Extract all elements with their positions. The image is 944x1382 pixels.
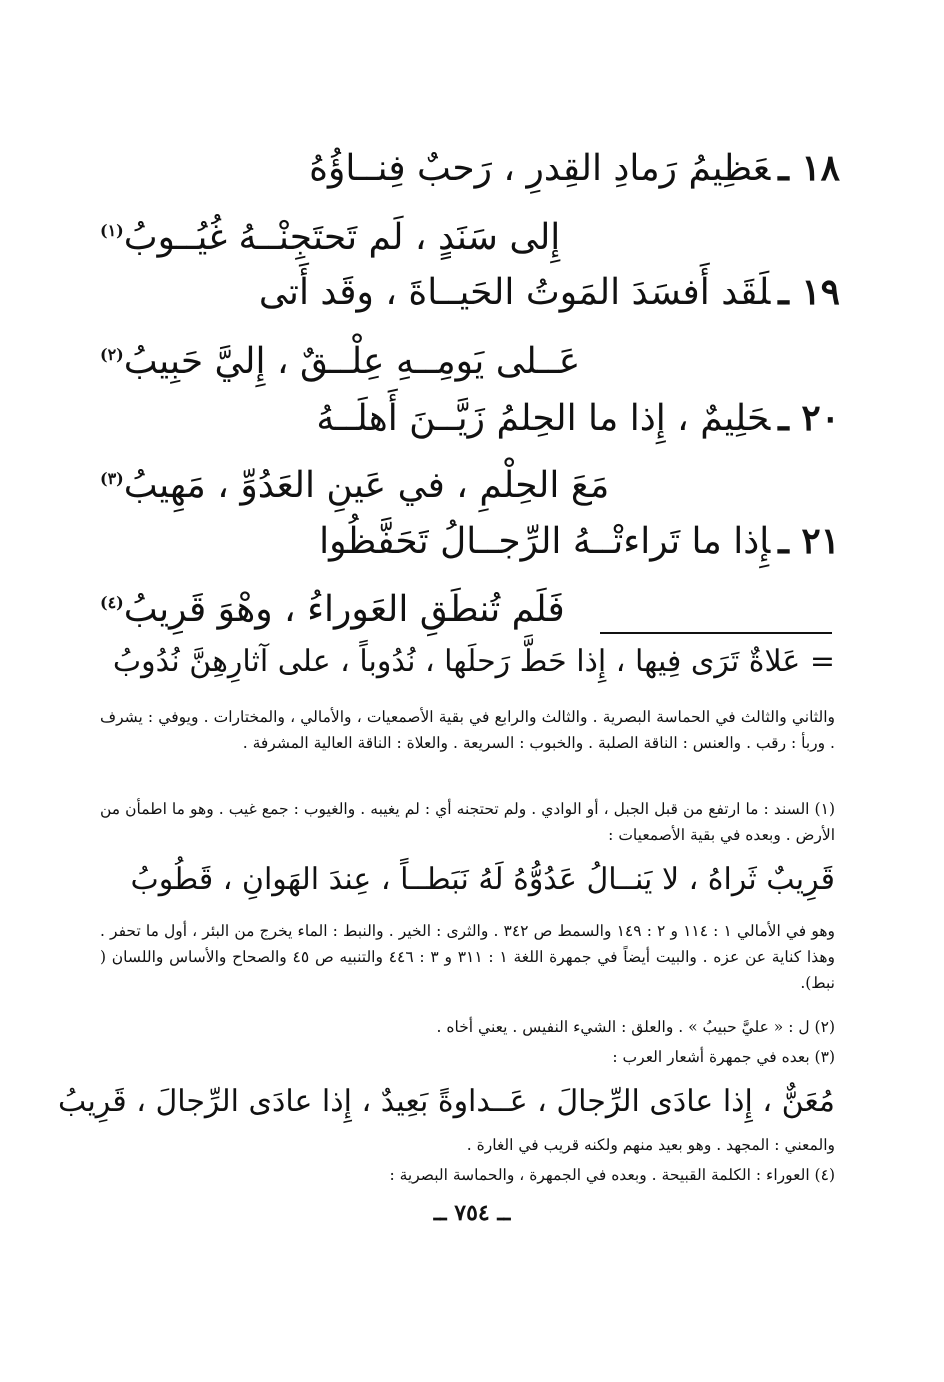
verse-number: ١٨ ـ	[778, 147, 840, 189]
footnote-verse: = عَلاةٌ تَرَى فِيها ، إِذا حَطَّ رَحلَها ، نُدُوباً ، على آثارِهِنَّ نُدُوبُ	[112, 644, 835, 679]
footnote-1: (١) السند : ما ارتفع من قبل الجبل ، أو الوادي . ولم تحتجنه أي : لم يغيبه . والغيوب : جمع غيب . وهو ما اطمأن من الأرض . وبعده في بقية الأصمعيات :	[100, 800, 835, 844]
poem-line	[100, 330, 580, 387]
footnote-verse: قَرِيبٌ ثَراهُ ، لا يَنــالُ عَدُوُّهُ لَهُ نَبَطــاً ، عِندَ الهَوانِ ، قَطُوبُ	[130, 862, 835, 897]
verse-text: عَــلى يَومِــهِ عِلْــقٌ ، إِليَّ حَبِيبُ	[123, 341, 581, 382]
poem-line	[100, 578, 565, 635]
poem-line	[316, 393, 840, 444]
footnote-text: والثاني والثالث في الحماسة البصرية . والثالث والرابع في بقية الأصمعيات ، والأمالي ، والمختارات . ويوفي : يشرف . وربأ : رقب . والعنس : الناقة الصلبة . والخبوب : السريعة . والعلاة : الناقة العالية المشرفة .	[100, 708, 835, 752]
footnote-text: والمعني : المجهد . وهو بعيد منهم ولكنه قريب في الغارة .	[466, 1136, 835, 1154]
verse-text: حَلِيمٌ ، إِذا ما الحِلمُ زَيَّــنَ أَهلَــهُ	[316, 398, 771, 439]
poem-line	[100, 206, 560, 263]
footnote-marker: (٤)	[100, 593, 124, 612]
page-number: ــ ٧٥٤ ــ	[433, 1200, 511, 1226]
verse-text: عَظِيمُ رَمادِ القِدرِ ، رَحبٌ فِنــاؤُهُ	[309, 148, 771, 189]
footnote-text: وهو في الأمالي ١ : ١١٤ و ٢ : ١٤٩ والسمط ص ٣٤٢ . والثرى : الخير . والنبط : الماء يخرج من البئر ، أول ما تحفر . وهذا كناية عن عزه . والبيت أيضاً في جمهرة اللغة ١ : ٣١١ و ٣ : ٤٤٦ والتنبيه ص ٤٥ والصحاح والأساس واللسان ( نبط).	[100, 922, 836, 992]
poem-line	[100, 454, 609, 511]
poem-line	[319, 516, 840, 567]
poem-line	[309, 143, 840, 194]
poem-line	[259, 267, 840, 318]
footnote-separator	[600, 632, 832, 634]
footnote-marker: (٣)	[100, 469, 124, 488]
footnote-marker: (١)	[100, 221, 124, 240]
verse-text: لَقَد أَفسَدَ المَوتُ الحَيــاةَ ، وقَد أَتى	[258, 272, 771, 313]
footnote-2: (٢) ل : « عليَّ حبيبُ » . والعلق : الشيء النفيس . يعني أخاه .	[436, 1018, 835, 1036]
verse-text: إِلى سَنَدٍ ، لَم تَحتَجِنْــهُ غُيُــوبُ	[123, 217, 561, 258]
footnote-marker: (٢)	[100, 345, 124, 364]
footnote-3: (٣) بعده في جمهرة أشعار العرب :	[612, 1048, 835, 1066]
verse-number: ١٩ ـ	[778, 271, 840, 313]
verse-number: ٢٠ ـ	[778, 397, 840, 439]
footnote-4: (٤) العوراء : الكلمة القبيحة . وبعده في الجمهرة ، والحماسة البصرية :	[389, 1166, 835, 1184]
footnote-verse: مُعَنٌّ ، إِذا عادَى الرِّجالَ ، عَــداوةً بَعِيدٌ ، إِذا عادَى الرِّجالَ ، قَرِيبُ	[57, 1084, 835, 1119]
verse-number: ٢١ ـ	[778, 520, 840, 562]
verse-text: إِذا ما تَراءتْــهُ الرِّجــالُ تَحَفَّظُوا	[319, 521, 771, 562]
verse-text: مَعَ الحِلْمِ ، في عَينِ العَدُوِّ ، مَهِيبُ	[123, 465, 610, 506]
verse-text: فَلَم تُنطَقِ العَوراءُ ، وهْوَ قَرِيبُ	[123, 589, 565, 630]
